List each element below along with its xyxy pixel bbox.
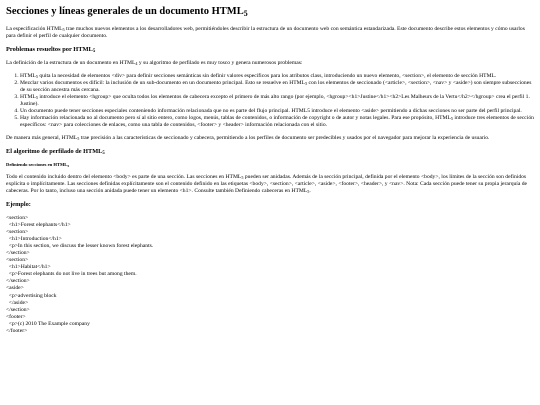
list-item-text-cont: con los elementos de seccionado (<article>, <section>, <nav> y <aside>) son siempre subsecciones de su sección ancestra más cercana.: [20, 80, 532, 93]
problems-heading-subscript: 5: [92, 49, 96, 55]
algorithm-paragraph: [6, 174, 534, 195]
sections-subheading-subscript: 5: [67, 163, 70, 168]
list-item: [20, 80, 534, 94]
list-item-subscript: 5: [35, 74, 38, 80]
example-code-block: <section> <h1>Forest elephants</h1> <section> <h1>Introduction</h1> <p>In this section, we discuss the lesser known forest elephants. </section> <section> <h1>Habitat</h1> <p>Forest elephants do not live in trees but among them. </section> <aside> <p>advertising block </aside> </section> <footer> <p>(c) 2010 The Example company </footer>: [6, 215, 154, 334]
example-heading: Ejemplo:: [6, 201, 31, 208]
list-item-text: HTML: [20, 73, 36, 79]
intro-text: La especificación HTML: [6, 26, 63, 32]
list-item-text: HTML: [20, 94, 36, 100]
summary-paragraph: [6, 135, 534, 142]
list-item-text: Hay información relacionada no al documento pero sí al sitio entero, como logos, menús, tablas de contenidos, o información de copyright o de autor y notas legales. Para ese propósito, HTML: [20, 115, 451, 121]
page-title-subscript: 5: [243, 8, 248, 18]
intro-text-cont: trae muchos nuevos elementos a los desarrolladores web, permitiéndoles describir la estructura de un documento web con semántica estandarizada. Este documento describe estos elementos y cómo usarlos para definir el perfil de cualquier documento.: [6, 26, 525, 39]
sections-subheading-text: Definiendo secciones en HTML: [6, 162, 68, 167]
algorithm-heading-text: El algoritmo de perfilado de HTML: [6, 148, 103, 155]
list-item: [20, 108, 534, 115]
list-item: [20, 94, 534, 108]
algorithm-text: Todo el contenido incluido dentro del elemento <body> es parte de una sección. Las secciones en HTML: [6, 174, 242, 180]
problems-heading-text: Problemas resueltos por HTML: [6, 46, 93, 53]
page-title-text: Secciones y líneas generales de un documento HTML: [6, 6, 244, 17]
algorithm-text-end: .: [309, 188, 311, 194]
list-item: [20, 73, 534, 80]
list-item-subscript: 5: [450, 116, 454, 122]
intro-subscript: 5: [62, 27, 65, 33]
summary-text-cont: trae precisión a las características de seccionado y cabecera, permitiendo a los perfiles de documento ser predecibles y usados por el navegador para mejorar la experiencia de usuario.: [79, 135, 490, 141]
summary-subscript: 5: [77, 136, 80, 142]
summary-text: De manera más general, HTML: [6, 135, 78, 141]
problems-list: [6, 73, 534, 129]
algorithm-heading-subscript: 5: [102, 151, 105, 157]
list-item-text: Un documento puede tener secciones especiales conteniendo información relacionada que no es parte del flujo principal. HTML5 introduce el elemento <aside> permitiendo a dichas secciones no ser parte del perfil principal.: [20, 108, 522, 114]
list-item-subscript: 5: [305, 81, 308, 87]
sections-subheading: [6, 162, 534, 168]
intro-paragraph: [6, 26, 534, 40]
list-item-text-cont: introduce tres elementos de sección específicos: <nav> para colecciones de enlaces, como una tabla de contenidos, <footer> y <header> información relacionada con el sitio.: [20, 115, 534, 128]
algorithm-heading: [6, 148, 534, 156]
problems-lead: [6, 60, 534, 67]
problems-lead-text-cont: y su algoritmo de perfilado es muy tosco y genera numerosos problemas:: [137, 60, 303, 66]
page-title: [6, 5, 534, 18]
algorithm-subscript: 5: [241, 175, 244, 181]
list-item: [20, 115, 534, 129]
algorithm-text-cont: pueden ser anidadas. Además de la sección principal, definida por el elemento <body>, los límites de la sección son definidos explícita o implícitamente. Las secciones definidas explícitamente son el contenido definido en las etiquetas <body>, <section>, <article>, <aside>, <footer>, <header>, y <nav>. Nota: Cada sección puede tener su propia jerarquía de cabeceras. Por lo tanto, incluso una sección anidada puede tener un elemento <h1>. Consulte también Definiendo cabeceras en HTML: [6, 174, 528, 194]
list-item-text-cont: introduce el elemento <hgroup> que oculta todos los elementos de cabecera excepto el primero de más alto rango (por ejemplo, <hgroup><h1>Justine</h1><h2>Les Malheurs de la Vertu</h2></hgroup> crea el perfil 1. Justine).: [20, 94, 530, 107]
list-item-subscript: 5: [35, 95, 38, 101]
problems-lead-text: La definición de la estructura de un documento en HTML: [6, 60, 136, 66]
algorithm-subscript-2: 5: [307, 189, 310, 195]
list-item-text: Mezclar varios documentos es difícil: la inclusión de un sub-documento en un documento principal. Esto se resuelve en HTML: [20, 80, 306, 86]
problems-heading: [6, 46, 534, 54]
list-item-text-cont: quita la necesidad de elementos <div> para definir secciones semánticas sin definir valores específicos para los atributos class, introduciendo un nuevo elemento, <section>, el elemento de sección HTML.: [37, 73, 497, 79]
problems-lead-subscript: 4: [135, 61, 138, 67]
